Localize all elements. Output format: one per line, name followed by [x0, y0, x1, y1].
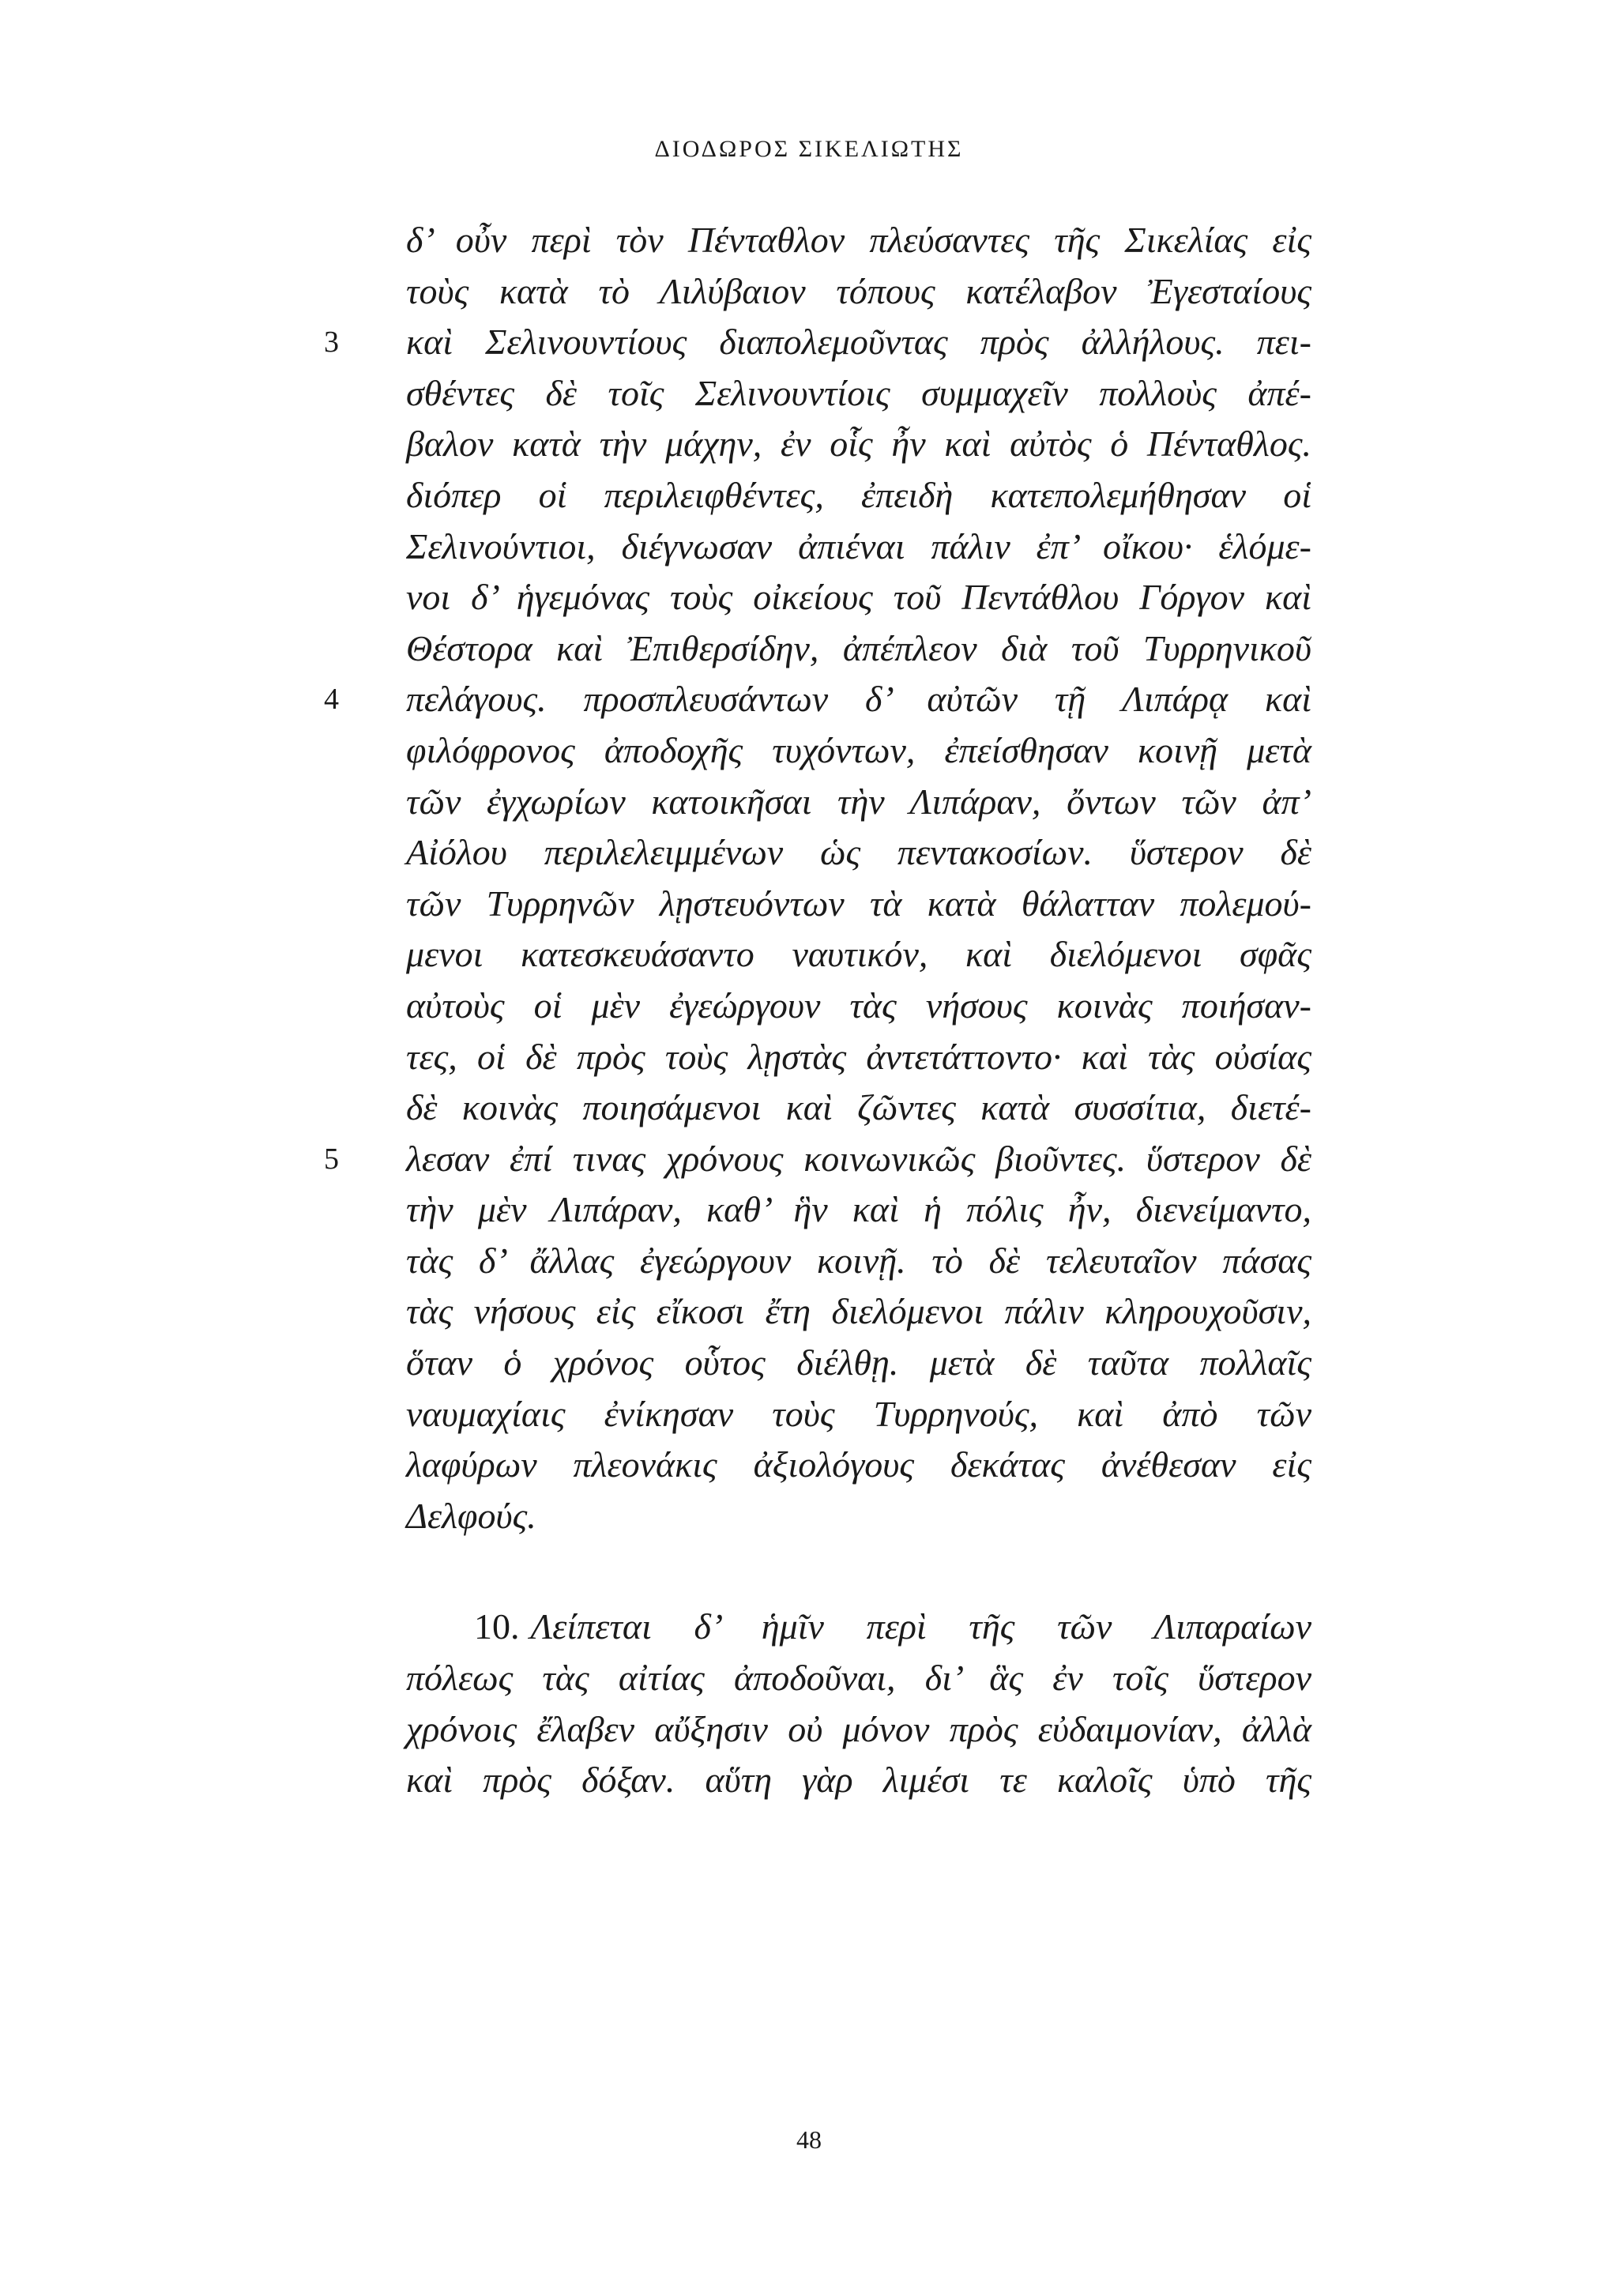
running-head: ΔΙΟΔΩΡΟΣ ΣΙΚΕΛΙΩΤΗΣ — [654, 136, 964, 162]
text-line — [406, 1286, 1311, 1338]
line-text: βαλον κατὰ τὴν μάχην, ἐν οἷς ἦν καὶ αὐτὸς ὁ Πένταθλος. — [406, 423, 1311, 465]
margin-number: 3 — [324, 326, 339, 359]
text-line — [406, 1082, 1311, 1134]
line-text: καὶ Σελινουντίους διαπολεμοῦντας πρὸς ἀλλήλους. πει- — [406, 322, 1311, 363]
text-line — [406, 215, 1311, 266]
text-block — [324, 215, 1311, 1806]
text-line — [406, 827, 1311, 879]
text-line — [406, 623, 1311, 675]
line-text: ναυμαχίαις ἐνίκησαν τοὺς Τυρρηνούς, καὶ ἀπὸ τῶν — [406, 1393, 1311, 1434]
margin-number: 4 — [324, 683, 339, 717]
line-text: αὐτοὺς οἱ μὲν ἐγεώργουν τὰς νήσους κοινὰς ποιήσαν- — [406, 984, 1311, 1026]
text-line — [406, 266, 1311, 318]
line-text: λαφύρων πλεονάκις ἀξιολόγους δεκάτας ἀνέθεσαν εἰς — [406, 1444, 1311, 1485]
line-text: τες, οἱ δὲ πρὸς τοὺς λῃστὰς ἀντετάττοντο· καὶ τὰς οὐσίας — [406, 1036, 1311, 1077]
line-text: τὰς νήσους εἰς εἴκοσι ἔτη διελόμενοι πάλιν κληρουχοῦσιν, — [406, 1291, 1311, 1332]
text-line — [324, 674, 1311, 725]
line-text: τὰς δ’ ἄλλας ἐγεώργουν κοινῇ. τὸ δὲ τελευταῖον πάσας — [406, 1240, 1311, 1281]
paragraph-gap — [406, 1541, 1311, 1602]
text-line — [406, 1653, 1311, 1704]
line-text: Θέστορα καὶ Ἐπιθερσίδην, ἀπέπλεον διὰ τοῦ Τυρρηνικοῦ — [406, 627, 1311, 668]
text-line — [406, 1491, 1311, 1542]
line-text: λεσαν ἐπί τινας χρόνους κοινωνικῶς βιοῦντες. ὕστερον δὲ — [406, 1138, 1311, 1179]
line-text: διόπερ οἱ περιλειφθέντες, ἐπειδὴ κατεπολεμήθησαν οἱ — [406, 474, 1311, 515]
line-text: τῶν Τυρρηνῶν λῃστευόντων τὰ κατὰ θάλατταν πολεμού- — [406, 883, 1311, 924]
text-line — [324, 317, 1311, 368]
line-text: χρόνοις ἔλαβεν αὔξησιν οὐ μόνον πρὸς εὐδαιμονίαν, ἀλλὰ — [406, 1708, 1311, 1749]
line-text: δ’ οὖν περὶ τὸν Πένταθλον πλεύσαντες τῆς Σικελίας εἰς — [406, 220, 1311, 260]
line-text: καὶ πρὸς δόξαν. αὕτη γὰρ λιμέσι τε καλοῖς ὑπὸ τῆς — [406, 1760, 1311, 1801]
line-text: Λείπεται δ’ ἡμῖν περὶ τῆς τῶν Λιπαραίων — [530, 1606, 1311, 1647]
text-line — [406, 1236, 1311, 1287]
text-line — [406, 777, 1311, 828]
text-line — [406, 1338, 1311, 1389]
line-text: Σελινούντιοι, διέγνωσαν ἀπιέναι πάλιν ἐπ’ οἴκου· ἑλόμε- — [406, 525, 1311, 566]
text-line — [406, 1184, 1311, 1236]
margin-number: 5 — [324, 1142, 339, 1176]
text-line — [406, 929, 1311, 981]
line-text: τῶν ἐγχωρίων κατοικῆσαι τὴν Λιπάραν, ὄντων τῶν ἀπ’ — [406, 781, 1311, 822]
line-text: πελάγους. προσπλευσάντων δ’ αὐτῶν τῇ Λιπάρᾳ καὶ — [406, 679, 1311, 720]
line-text: Δελφούς. — [406, 1495, 536, 1536]
text-line — [406, 879, 1311, 930]
text-line — [406, 1389, 1311, 1440]
page-number: 48 — [796, 2125, 822, 2154]
text-line — [406, 1440, 1311, 1491]
text-line — [406, 572, 1311, 623]
line-text: φιλόφρονος ἀποδοχῆς τυχόντων, ἐπείσθησαν κοινῇ μετὰ — [406, 729, 1311, 770]
text-line — [406, 1704, 1311, 1756]
line-text: τοὺς κατὰ τὸ Λιλύβαιον τόπους κατέλαβον Ἐγεσταίους — [406, 270, 1311, 311]
line-text: δὲ κοινὰς ποιησάμενοι καὶ ζῶντες κατὰ συσσίτια, διετέ- — [406, 1087, 1311, 1128]
text-line — [324, 1134, 1311, 1185]
section-number: 10. — [474, 1606, 520, 1647]
text-line — [406, 368, 1311, 420]
line-text: Αἰόλου περιλελειμμένων ὡς πεντακοσίων. ὕστερον δὲ — [406, 832, 1311, 873]
text-line — [406, 419, 1311, 470]
text-line — [406, 1032, 1311, 1083]
text-line — [406, 521, 1311, 573]
line-text: ὅταν ὁ χρόνος οὗτος διέλθῃ. μετὰ δὲ ταῦτα πολλαῖς — [406, 1342, 1311, 1383]
line-text: νοι δ’ ἡγεμόνας τοὺς οἰκείους τοῦ Πεντάθλου Γόργον καὶ — [406, 577, 1311, 618]
line-text: σθέντες δὲ τοῖς Σελινουντίοις συμμαχεῖν πολλοὺς ἀπέ- — [406, 372, 1311, 413]
text-line — [406, 1755, 1311, 1806]
text-line — [406, 470, 1311, 521]
section-heading-line — [406, 1602, 1311, 1653]
line-text: πόλεως τὰς αἰτίας ἀποδοῦναι, δι’ ἃς ἐν τοῖς ὕστερον — [406, 1658, 1311, 1699]
text-line — [406, 981, 1311, 1032]
line-text: μενοι κατεσκευάσαντο ναυτικόν, καὶ διελόμενοι σφᾶς — [406, 934, 1311, 975]
text-line — [406, 725, 1311, 777]
line-text: τὴν μὲν Λιπάραν, καθ’ ἣν καὶ ἡ πόλις ἦν, διενείμαντο, — [406, 1189, 1311, 1230]
